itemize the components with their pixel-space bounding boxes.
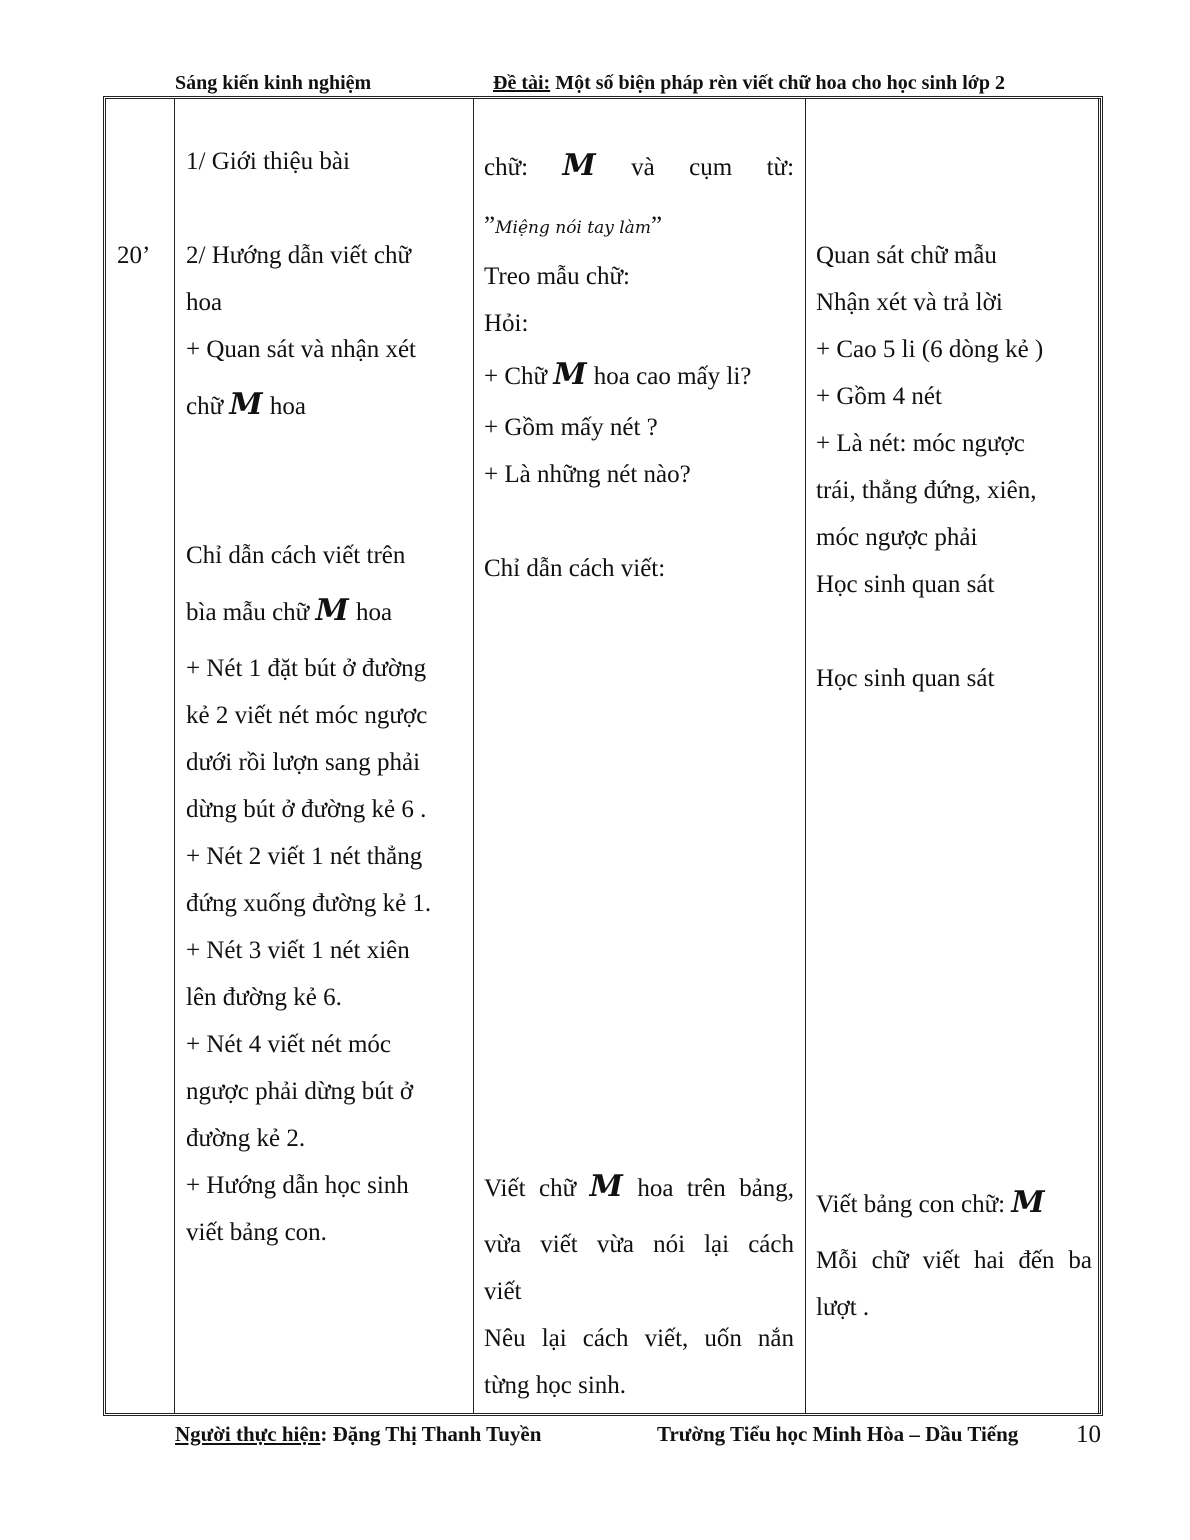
content-text: hoa	[355, 599, 393, 626]
column-divider-4	[1098, 99, 1099, 1413]
activity-text: Viết chữ	[484, 1175, 577, 1202]
content-text: hoa	[269, 393, 306, 420]
activity-line: + Là những nét nào?	[484, 461, 691, 488]
content-line: viết bảng con.	[186, 1219, 327, 1246]
column-divider-2	[473, 99, 474, 1413]
activity-text: hoa trên bảng,	[637, 1175, 795, 1202]
activity-line: + Gồm mấy nét ?	[484, 414, 658, 441]
activity-text: từ:	[766, 154, 795, 181]
footer-author-label: Người thực hiện	[175, 1422, 321, 1446]
student-line: lượt .	[816, 1294, 870, 1321]
script-letter-m: M	[553, 357, 588, 392]
footer-school: Trường Tiểu học Minh Hòa – Dầu Tiếng	[657, 1422, 1019, 1446]
column-divider-3	[805, 99, 806, 1413]
script-letter-m: M	[1011, 1185, 1046, 1220]
activity-line: vừa viết vừa nói lại cách	[484, 1231, 794, 1258]
script-letter-m: M	[229, 387, 264, 422]
content-line: + Nét 4 viết nét móc	[186, 1031, 392, 1058]
content-line: dừng bút ở đường kẻ 6 .	[186, 796, 427, 823]
activity-text: và	[631, 154, 655, 181]
student-text: Viết bảng con chữ:	[816, 1191, 1006, 1218]
script-phrase: Miệng nói tay làm	[495, 218, 651, 238]
content-text: chữ	[186, 393, 224, 420]
student-line: Mỗi chữ viết hai đến ba	[816, 1247, 1092, 1274]
content-line: dưới rồi lượn sang phải	[186, 749, 421, 776]
student-line: móc ngược phải	[816, 524, 978, 551]
activity-line: từng học sinh.	[484, 1372, 627, 1399]
student-line	[816, 1179, 1046, 1228]
column-divider-1	[174, 99, 175, 1413]
activity-line: Chỉ dẫn cách viết:	[484, 555, 666, 582]
content-line: Chỉ dẫn cách viết trên	[186, 542, 406, 569]
header-left: Sáng kiến kinh nghiệm	[175, 72, 372, 94]
content-line: + Quan sát và nhận xét	[186, 336, 417, 363]
quote-open: ”	[484, 212, 496, 239]
script-letter-m: M	[315, 593, 350, 628]
content-line: kẻ 2 viết nét móc ngược	[186, 702, 428, 729]
activity-text: chữ:	[484, 154, 529, 181]
content-line: + Hướng dẫn học sinh	[186, 1172, 409, 1199]
script-letter-m: M	[562, 148, 597, 183]
student-line: + Gồm 4 nét	[816, 383, 942, 410]
content-line: + Nét 3 viết 1 nét xiên	[186, 937, 410, 964]
content-line: 2/ Hướng dẫn viết chữ	[186, 242, 411, 269]
activity-line: Treo mẫu chữ:	[484, 263, 630, 290]
header-right-label: Đề tài:	[493, 72, 551, 94]
content-text: bìa mẫu chữ	[186, 599, 310, 626]
student-line: Học sinh quan sát	[816, 665, 995, 692]
student-line: Nhận xét và trả lời	[816, 289, 1003, 316]
activity-text: hoa cao mấy li?	[593, 363, 752, 390]
activity-line: Nêu lại cách viết, uốn nắn	[484, 1325, 794, 1352]
page-number: 10	[1076, 1421, 1101, 1448]
content-line	[186, 587, 392, 636]
footer-author-sep: :	[320, 1422, 328, 1446]
content-line: lên đường kẻ 6.	[186, 984, 342, 1011]
quote-close: ”	[650, 212, 663, 239]
activity-line	[484, 202, 662, 252]
activity-line: Hỏi:	[484, 310, 529, 337]
activity-line	[484, 142, 794, 191]
activity-line: viết	[484, 1278, 522, 1305]
student-line: + Cao 5 li (6 dòng kẻ )	[816, 336, 1044, 363]
footer-author-name: Đặng Thị Thanh Tuyền	[332, 1422, 542, 1446]
content-line	[186, 381, 306, 430]
content-line: đứng xuống đường kẻ 1.	[186, 890, 432, 917]
student-line: Học sinh quan sát	[816, 571, 995, 598]
activity-line	[484, 1163, 794, 1212]
activity-text: + Chữ	[484, 363, 548, 390]
student-line: Quan sát chữ mẫu	[816, 242, 997, 269]
script-letter-m: M	[589, 1169, 624, 1204]
content-line: đường kẻ 2.	[186, 1125, 306, 1152]
footer-author	[175, 1422, 541, 1447]
content-line: 1/ Giới thiệu bài	[186, 148, 350, 175]
activity-line	[484, 351, 751, 400]
content-line: + Nét 1 đặt bút ở đường	[186, 655, 427, 682]
header-right	[493, 72, 1005, 95]
activity-text: cụm	[689, 154, 733, 181]
content-line: + Nét 2 viết 1 nét thẳng	[186, 843, 423, 870]
content-line: hoa	[186, 289, 223, 316]
content-line: ngược phải dừng bút ở	[186, 1078, 414, 1105]
student-line: + Là nét: móc ngược	[816, 430, 1025, 457]
header-right-title: Một số biện pháp rèn viết chữ hoa cho học sinh lớp 2	[555, 72, 1006, 94]
time-cell: 20’	[117, 242, 151, 269]
student-line: trái, thẳng đứng, xiên,	[816, 477, 1037, 504]
